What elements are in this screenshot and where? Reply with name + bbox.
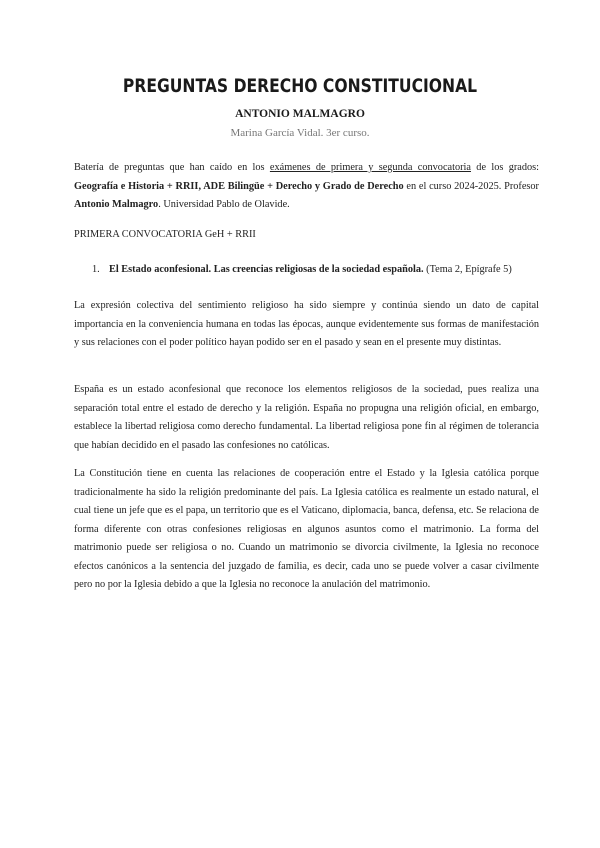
intro-text-2: de los grados: (470, 162, 540, 173)
document-title: PREGUNTAS DERECHO CONSTITUCIONAL (122, 75, 478, 97)
intro-paragraph (74, 159, 539, 215)
question-title: El Estado aconfesional. Las creencias religiosas de la sociedad española. (109, 264, 424, 275)
intro-text-4: . Universidad Pablo de Olavide. (158, 199, 290, 210)
body-paragraph: España es un estado aconfesional que reconoce los elementos religiosos de la sociedad, pues realiza una separación total entre el estado de derecho y la religión. España no propugna una religión oficial, en embargo, establece la libertad religiosa como derecho fundamental. La libertad religiosa pone fin al régimen de tolerancia que habían decidido en el pasado las confesiones no católicas. (74, 384, 539, 451)
question-item (92, 264, 532, 275)
author-name: ANTONIO MALMAGRO (235, 108, 365, 120)
body-paragraph: La Constitución tiene en cuenta las relaciones de cooperación entre el Estado y la Iglesia católica porque tradicionalmente ha sido la religión predominante del país. La Iglesia católica es realmente un estado natural, el cual tiene un jefe que es el papa, un territorio que es el Vaticano, diplomacia, banca, defensa, etc. Se relaciona de forma diferente con otras confesiones religiosas en algunos asuntos como el matrimonio. La forma del matrimonio puede ser religiosa o no. Cuando un matrimonio se divorcia civilmente, la Iglesia no reconoce efectos canónicos a la sentencia del juzgado de familia, es decir, cada uno se puede volver a casar civilmente pero no por la Iglesia debido a que la Iglesia no reconoce la anulación del matrimonio. (74, 468, 539, 590)
intro-underlined-text: exámenes de primera y segunda convocatoria (269, 162, 471, 173)
document-subtitle: Marina García Vidal. 3er curso. (230, 127, 370, 139)
intro-text-3: en el curso 2024-2025. Profesor (403, 180, 539, 192)
intro-degrees: Geografía e Historia + RRII, ADE Bilingüe + Derecho y Grado de Derecho (74, 180, 404, 192)
question-reference: (Tema 2, Epígrafe 5) (423, 264, 512, 275)
question-number: 1. (92, 264, 100, 275)
section-heading: PRIMERA CONVOCATORIA GeH + RRII (74, 229, 256, 240)
intro-professor: Antonio Malmagro (74, 199, 159, 210)
intro-text-1: Batería de preguntas que han caído en los (74, 162, 270, 173)
body-paragraph: La expresión colectiva del sentimiento religioso ha sido siempre y continúa siendo un dato de capital importancia en la conveniencia humana en todas las épocas, aunque evidentemente sus formas de manifestación y sus relaciones con el poder político hayan podido ser en el pasado y sean en el presente muy distintas. (74, 300, 539, 348)
